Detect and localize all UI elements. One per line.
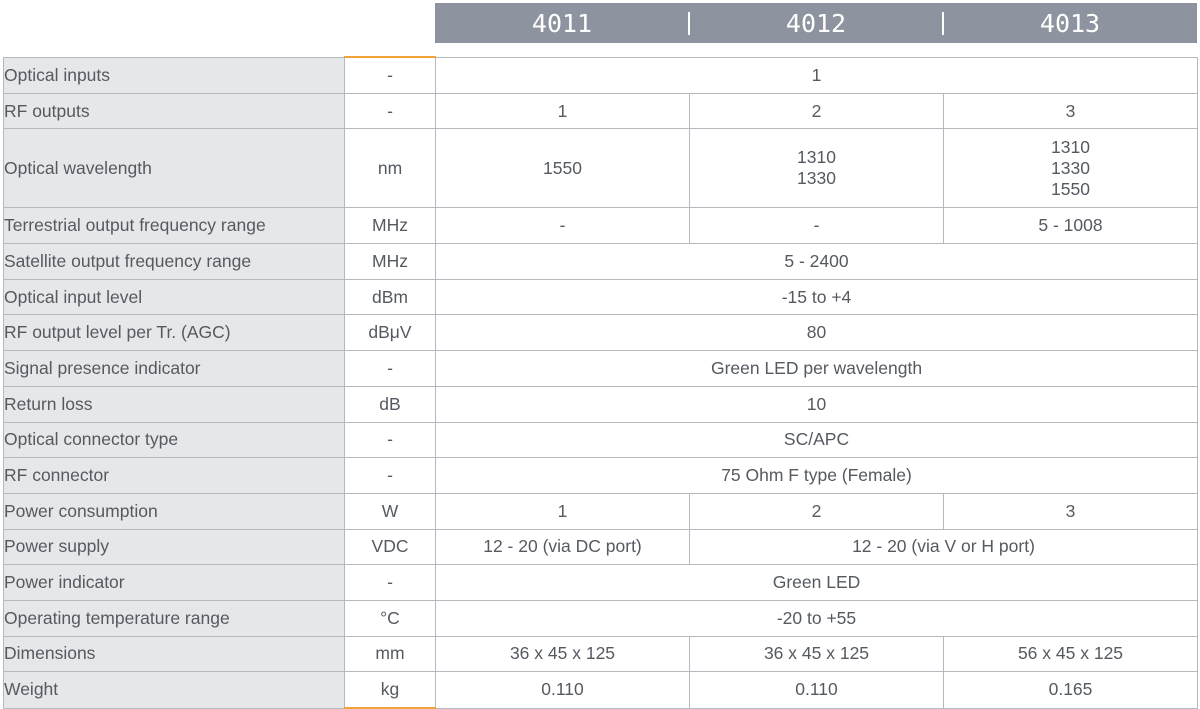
spec-value: 1	[436, 57, 1198, 93]
spec-label: Return loss	[4, 386, 345, 422]
spec-unit: dBμV	[345, 315, 436, 351]
spec-unit: nm	[345, 129, 436, 208]
table-row	[4, 529, 1198, 565]
spec-unit: -	[345, 458, 436, 494]
spec-value: 80	[436, 315, 1198, 351]
table-row	[4, 422, 1198, 458]
spec-value: -	[436, 208, 690, 244]
spec-unit: -	[345, 93, 436, 129]
spec-value: 3	[944, 493, 1198, 529]
spec-unit: -	[345, 422, 436, 458]
spec-value: Green LED per wavelength	[436, 351, 1198, 387]
table-row	[4, 57, 1198, 93]
table-row	[4, 208, 1198, 244]
spec-label: Operating temperature range	[4, 600, 345, 636]
model-header-4012: 4012	[785, 8, 847, 38]
spec-value-line: 1310	[1051, 136, 1090, 157]
spec-value-line: 1550	[543, 157, 582, 178]
table-row	[4, 600, 1198, 636]
spec-label: Optical input level	[4, 279, 345, 315]
spec-label: Power consumption	[4, 493, 345, 529]
spec-value	[436, 129, 690, 208]
table-row	[4, 315, 1198, 351]
spec-unit: dBm	[345, 279, 436, 315]
spec-unit: mm	[345, 636, 436, 672]
spec-label: Weight	[4, 672, 345, 708]
spec-label: Power supply	[4, 529, 345, 565]
table-row	[4, 458, 1198, 494]
spec-unit: -	[345, 57, 436, 93]
spec-unit: -	[345, 565, 436, 601]
spec-label: RF outputs	[4, 93, 345, 129]
spec-value: 75 Ohm F type (Female)	[436, 458, 1198, 494]
spec-label: Terrestrial output frequency range	[4, 208, 345, 244]
table-row	[4, 129, 1198, 208]
spec-label: RF connector	[4, 458, 345, 494]
spec-value: 0.165	[944, 672, 1198, 708]
spec-value: 36 x 45 x 125	[436, 636, 690, 672]
table-row	[4, 672, 1198, 708]
spec-value-line: 1330	[797, 168, 836, 189]
spec-value: 56 x 45 x 125	[944, 636, 1198, 672]
spec-label: RF output level per Tr. (AGC)	[4, 315, 345, 351]
model-header-4011: 4011	[531, 8, 593, 38]
spec-unit: MHz	[345, 244, 436, 280]
spec-value	[690, 129, 944, 208]
table-row	[4, 565, 1198, 601]
spec-value: 1	[436, 93, 690, 129]
spec-value-line: 1330	[1051, 157, 1090, 178]
table-row	[4, 279, 1198, 315]
spec-label: Optical connector type	[4, 422, 345, 458]
spec-unit: VDC	[345, 529, 436, 565]
spec-value: 0.110	[436, 672, 690, 708]
spec-value: 0.110	[690, 672, 944, 708]
spec-value: 3	[944, 93, 1198, 129]
spec-value: 2	[690, 93, 944, 129]
spec-label: Satellite output frequency range	[4, 244, 345, 280]
spec-value: 5 - 1008	[944, 208, 1198, 244]
table-row	[4, 386, 1198, 422]
spec-value: -	[690, 208, 944, 244]
spec-unit: -	[345, 351, 436, 387]
spec-value: 2	[690, 493, 944, 529]
spec-value-line: 1310	[797, 147, 836, 168]
spec-label: Signal presence indicator	[4, 351, 345, 387]
table-row	[4, 493, 1198, 529]
spec-unit: kg	[345, 672, 436, 708]
spec-value	[944, 129, 1198, 208]
spec-value: -20 to +55	[436, 600, 1198, 636]
spec-unit: W	[345, 493, 436, 529]
header-divider	[688, 12, 690, 35]
spec-value: 36 x 45 x 125	[690, 636, 944, 672]
spec-value: SC/APC	[436, 422, 1198, 458]
spec-unit: °C	[345, 600, 436, 636]
spec-label: Dimensions	[4, 636, 345, 672]
spec-value: 10	[436, 386, 1198, 422]
table-row	[4, 351, 1198, 387]
spec-value: -15 to +4	[436, 279, 1198, 315]
table-row	[4, 636, 1198, 672]
spec-label: Optical inputs	[4, 57, 345, 93]
spec-value: 12 - 20 (via V or H port)	[690, 529, 1198, 565]
spec-unit: MHz	[345, 208, 436, 244]
spec-value: 1	[436, 493, 690, 529]
spec-value: 5 - 2400	[436, 244, 1198, 280]
model-header	[435, 3, 1197, 43]
spec-unit: dB	[345, 386, 436, 422]
header-divider	[942, 12, 944, 35]
table-row	[4, 93, 1198, 129]
spec-label: Optical wavelength	[4, 129, 345, 208]
model-header-4013: 4013	[1039, 8, 1101, 38]
table-row	[4, 244, 1198, 280]
spec-table	[3, 56, 1198, 709]
spec-value-line: 1550	[1051, 178, 1090, 199]
spec-label: Power indicator	[4, 565, 345, 601]
spec-value: Green LED	[436, 565, 1198, 601]
spec-value: 12 - 20 (via DC port)	[436, 529, 690, 565]
